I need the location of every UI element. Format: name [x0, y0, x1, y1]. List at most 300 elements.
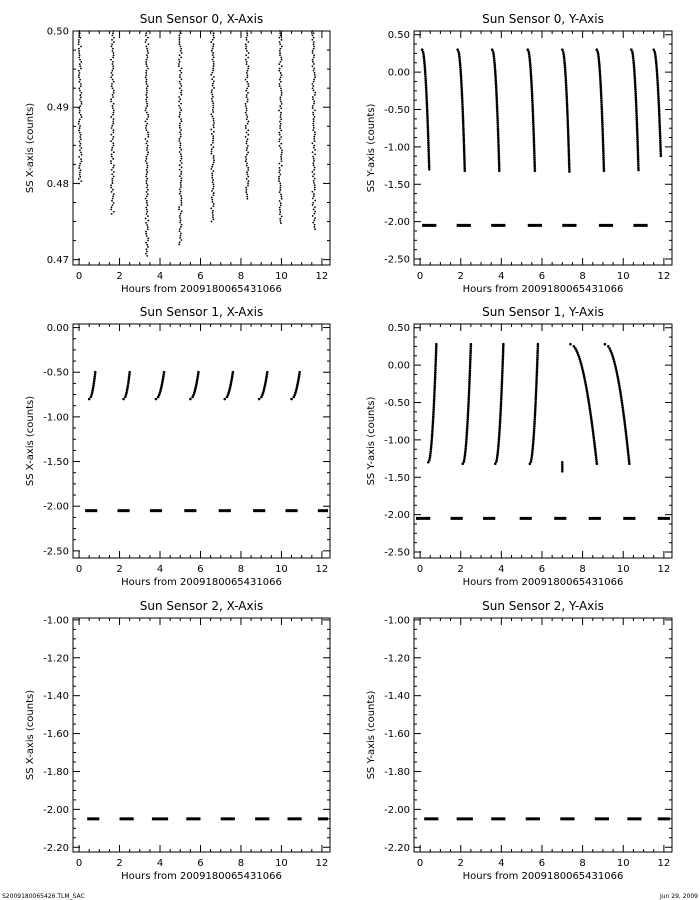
data-point: [79, 63, 81, 65]
data-point: [80, 96, 82, 98]
data-point: [536, 367, 539, 370]
data-point: [112, 123, 114, 125]
data-point: [180, 213, 182, 215]
data-point: [80, 180, 82, 182]
data-point: [428, 168, 431, 171]
data-point: [211, 50, 213, 52]
data-point: [246, 171, 248, 173]
data-point: [280, 202, 282, 204]
data-point: [180, 160, 182, 162]
data-point: [111, 149, 113, 151]
data-point: [211, 175, 213, 177]
data-point: [536, 358, 539, 361]
data-point: [146, 167, 148, 169]
data-point: [469, 354, 472, 357]
y-tick-label: 0.00: [387, 360, 410, 372]
data-point: [428, 159, 431, 162]
data-point: [428, 166, 431, 169]
data-point: [78, 156, 80, 158]
data-point: [604, 343, 607, 346]
plot-frame: [73, 324, 330, 558]
chart-panel-2: [25, 305, 330, 588]
data-point: [536, 350, 539, 353]
y-tick-label: -1.20: [43, 653, 69, 665]
data-point: [465, 434, 468, 437]
data-point: [657, 84, 660, 87]
data-point: [422, 53, 425, 56]
data-point: [533, 425, 536, 428]
data-point: [145, 63, 147, 65]
data-point: [180, 57, 182, 59]
data-point: [245, 90, 247, 92]
y-tick-label: 0.50: [387, 30, 410, 42]
data-point: [596, 51, 599, 54]
data-point: [499, 425, 502, 428]
data-point: [111, 200, 113, 202]
data-point: [313, 32, 315, 34]
data-point: [426, 117, 429, 120]
data-point: [466, 418, 469, 421]
data-point: [279, 52, 281, 54]
x-axis-label: Hours from 2009180065431066: [462, 284, 624, 295]
data-point: [535, 378, 538, 381]
y-axis-label: SS Y-axis (counts): [366, 690, 377, 780]
data-point: [658, 108, 661, 111]
data-point: [618, 384, 621, 387]
data-point: [124, 395, 127, 398]
data-point: [564, 71, 567, 74]
data-point: [568, 161, 571, 164]
data-point: [146, 213, 148, 215]
data-point: [180, 226, 182, 228]
data-point: [113, 54, 115, 56]
data-point: [279, 200, 281, 202]
data-point: [567, 124, 570, 127]
data-point: [146, 255, 148, 257]
data-point: [92, 387, 95, 390]
data-point: [312, 65, 314, 67]
y-tick-label: -0.50: [43, 367, 69, 379]
data-point: [146, 65, 148, 67]
data-point: [145, 180, 147, 182]
data-point: [80, 61, 82, 63]
data-point: [258, 398, 261, 401]
data-point: [499, 407, 502, 410]
data-point: [426, 102, 429, 105]
data-point: [313, 136, 315, 138]
data-point: [528, 55, 531, 58]
data-point: [147, 240, 149, 242]
data-point: [79, 125, 81, 127]
data-point: [428, 155, 431, 158]
data-point: [467, 407, 470, 410]
data-point: [211, 197, 213, 199]
data-point: [179, 215, 181, 217]
data-point: [311, 39, 313, 41]
data-point: [79, 112, 81, 114]
data-point: [247, 57, 249, 59]
data-point: [181, 72, 183, 74]
data-point: [566, 117, 569, 120]
data-point: [211, 72, 213, 74]
data-point: [424, 75, 427, 78]
data-point: [563, 55, 566, 58]
data-point: [313, 54, 315, 56]
data-point: [112, 48, 114, 50]
data-point: [312, 171, 314, 173]
chart-panel-5: [366, 599, 672, 882]
data-point: [657, 86, 660, 89]
data-point: [500, 403, 503, 406]
data-point: [499, 412, 502, 415]
data-point: [112, 65, 114, 67]
data-point: [246, 87, 248, 89]
data-point: [563, 57, 566, 60]
data-point: [147, 154, 149, 156]
data-point: [112, 79, 114, 81]
data-point: [532, 445, 535, 448]
x-tick-label: 8: [237, 858, 245, 869]
data-point: [146, 96, 148, 98]
x-tick-label: 4: [498, 271, 505, 282]
data-point: [566, 102, 569, 105]
data-point: [498, 436, 501, 439]
data-point: [426, 121, 429, 124]
data-point: [280, 107, 282, 109]
data-point: [536, 354, 539, 357]
data-point: [180, 219, 182, 221]
data-point: [427, 137, 430, 140]
data-point: [313, 79, 315, 81]
x-tick-label: 4: [156, 271, 164, 282]
data-point: [210, 129, 212, 131]
data-point: [461, 97, 464, 100]
y-tick-label: -1.00: [43, 615, 69, 627]
data-point: [532, 128, 535, 131]
data-point: [535, 387, 538, 390]
data-point: [146, 59, 148, 61]
data-point: [110, 187, 112, 189]
data-point: [212, 140, 214, 142]
data-point: [493, 62, 496, 65]
data-point: [247, 145, 249, 147]
data-point: [110, 162, 112, 164]
data-point: [468, 376, 471, 379]
data-point: [313, 41, 315, 43]
data-point: [281, 216, 283, 218]
data-point: [147, 37, 149, 39]
data-point: [110, 134, 112, 136]
data-point: [535, 394, 538, 397]
data-point: [146, 178, 148, 180]
x-tick-label: 6: [538, 564, 546, 575]
data-point: [247, 151, 249, 153]
data-point: [313, 158, 315, 160]
data-point: [111, 213, 113, 215]
data-point: [179, 81, 181, 83]
data-point: [79, 30, 81, 32]
data-point: [616, 371, 619, 374]
data-point: [147, 189, 149, 191]
data-point: [179, 114, 181, 116]
data-point: [211, 133, 213, 135]
data-point: [654, 53, 657, 56]
data-point: [601, 108, 604, 111]
data-point: [465, 438, 468, 441]
data-point: [500, 398, 503, 401]
data-point: [534, 400, 537, 403]
data-point: [91, 389, 94, 392]
data-point: [180, 129, 182, 131]
data-point: [659, 132, 662, 135]
data-point: [428, 157, 431, 160]
data-point: [213, 87, 215, 89]
chart-panel-3: [366, 305, 672, 588]
data-point: [246, 72, 248, 74]
data-point: [312, 85, 314, 87]
data-point: [178, 140, 180, 142]
data-point: [79, 127, 81, 129]
data-point: [561, 468, 564, 471]
data-point: [179, 217, 181, 219]
data-point: [423, 62, 426, 65]
data-point: [245, 48, 247, 50]
data-point: [425, 86, 428, 89]
data-point: [501, 381, 504, 384]
data-point: [112, 57, 114, 59]
data-point: [181, 94, 183, 96]
data-point: [213, 186, 215, 188]
data-point: [435, 343, 438, 346]
data-point: [567, 130, 570, 133]
data-point: [535, 383, 538, 386]
data-point: [78, 48, 80, 50]
data-point: [656, 77, 659, 80]
data-point: [279, 43, 281, 45]
data-point: [313, 120, 315, 122]
data-point: [212, 102, 214, 104]
data-point: [179, 147, 181, 149]
data-point: [621, 404, 624, 407]
data-point: [146, 182, 148, 184]
data-point: [312, 123, 314, 125]
data-point: [281, 196, 283, 198]
data-point: [181, 79, 183, 81]
data-point: [127, 384, 130, 387]
data-point: [534, 414, 537, 417]
data-point: [657, 101, 660, 104]
data-point: [468, 396, 471, 399]
data-point: [601, 117, 604, 120]
data-point: [565, 95, 568, 98]
data-point: [247, 68, 249, 70]
data-point: [493, 55, 496, 58]
y-tick-label: -1.50: [43, 457, 69, 469]
data-point: [180, 92, 182, 94]
data-point: [535, 392, 538, 395]
data-point: [616, 376, 619, 379]
data-point: [314, 228, 316, 230]
data-point: [212, 96, 214, 98]
data-point: [470, 345, 473, 348]
data-point: [281, 165, 283, 167]
data-point: [659, 152, 662, 155]
data-point: [495, 86, 498, 89]
data-point: [147, 215, 149, 217]
y-tick-label: 0.00: [46, 323, 69, 335]
data-point: [181, 120, 183, 122]
data-point: [180, 235, 182, 237]
data-point: [181, 178, 183, 180]
data-point: [469, 367, 472, 370]
data-point: [146, 118, 148, 120]
data-point: [534, 407, 537, 410]
x-tick-label: 8: [579, 564, 586, 575]
data-point: [279, 121, 281, 123]
y-axis-label: SS X-axis (counts): [25, 102, 36, 194]
y-tick-label: -2.50: [43, 546, 69, 558]
data-point: [146, 48, 148, 50]
data-point: [145, 72, 147, 74]
data-point: [211, 30, 213, 32]
data-point: [499, 414, 502, 417]
data-point: [212, 179, 214, 181]
data-point: [210, 41, 212, 43]
data-point: [111, 72, 113, 74]
data-point: [281, 160, 283, 162]
data-point: [180, 233, 182, 235]
data-point: [659, 130, 662, 133]
data-point: [213, 192, 215, 194]
x-tick-label: 12: [315, 858, 329, 869]
data-point: [180, 136, 182, 138]
data-point: [213, 120, 215, 122]
data-point: [80, 169, 82, 171]
data-point: [536, 347, 539, 350]
data-point: [111, 173, 113, 175]
data-point: [312, 87, 314, 89]
data-point: [311, 191, 313, 193]
data-point: [145, 231, 147, 233]
data-point: [278, 63, 280, 65]
data-point: [502, 343, 505, 346]
data-point: [110, 184, 112, 186]
chart-title: Sun Sensor 1, X-Axis: [139, 305, 264, 319]
data-point: [179, 169, 181, 171]
data-point: [566, 97, 569, 100]
x-tick-label: 10: [616, 564, 630, 575]
data-point: [501, 363, 504, 366]
data-point: [496, 454, 499, 457]
data-point: [181, 90, 183, 92]
y-tick-label: 0.50: [46, 26, 69, 38]
data-point: [312, 114, 314, 116]
data-point: [81, 116, 83, 118]
data-point: [312, 61, 314, 63]
data-point: [178, 206, 180, 208]
data-point: [622, 412, 625, 415]
y-tick-label: -1.00: [384, 435, 410, 447]
data-point: [181, 202, 183, 204]
data-point: [465, 445, 468, 448]
data-point: [146, 191, 148, 193]
data-point: [112, 87, 114, 89]
data-point: [112, 204, 114, 206]
data-point: [146, 209, 148, 211]
data-point: [245, 191, 247, 193]
data-point: [466, 425, 469, 428]
data-point: [145, 98, 147, 100]
data-point: [147, 204, 149, 206]
data-point: [313, 138, 315, 140]
data-point: [145, 109, 147, 111]
data-point: [245, 79, 247, 81]
data-point: [534, 403, 537, 406]
data-point: [281, 46, 283, 48]
x-axis-label: Hours from 2009180065431066: [121, 871, 282, 882]
data-point: [179, 112, 181, 114]
data-point: [583, 375, 586, 378]
data-point: [213, 203, 215, 205]
data-point: [78, 130, 80, 132]
y-tick-label: -0.50: [384, 104, 410, 116]
data-point: [179, 37, 181, 39]
x-tick-label: 0: [416, 564, 424, 575]
data-point: [212, 135, 214, 137]
data-point: [498, 431, 501, 434]
data-point: [458, 53, 461, 56]
data-point: [179, 237, 181, 239]
data-point: [602, 139, 605, 142]
data-point: [458, 55, 461, 58]
data-point: [498, 427, 501, 430]
y-tick-label: -2.00: [43, 804, 69, 816]
data-point: [223, 398, 226, 401]
data-point: [597, 57, 600, 60]
data-point: [212, 214, 214, 216]
data-point: [147, 116, 149, 118]
data-point: [178, 96, 180, 98]
data-point: [494, 463, 497, 466]
data-point: [213, 56, 215, 58]
data-point: [178, 63, 180, 65]
data-point: [79, 163, 81, 165]
data-point: [179, 61, 181, 63]
data-point: [313, 37, 315, 39]
data-point: [281, 198, 283, 200]
data-point: [145, 39, 147, 41]
data-point: [246, 50, 248, 52]
data-point: [427, 146, 430, 149]
data-point: [312, 215, 314, 217]
data-point: [312, 222, 314, 224]
data-point: [79, 118, 81, 120]
data-point: [659, 143, 662, 146]
data-point: [428, 457, 431, 460]
data-point: [212, 212, 214, 214]
data-point: [493, 64, 496, 67]
data-point: [425, 99, 428, 102]
data-point: [147, 165, 149, 167]
data-point: [245, 43, 247, 45]
data-point: [110, 140, 112, 142]
data-point: [147, 134, 149, 136]
data-point: [656, 79, 659, 82]
plot-frame: [414, 618, 672, 852]
data-point: [467, 405, 470, 408]
data-point: [146, 92, 148, 94]
data-point: [81, 103, 83, 105]
